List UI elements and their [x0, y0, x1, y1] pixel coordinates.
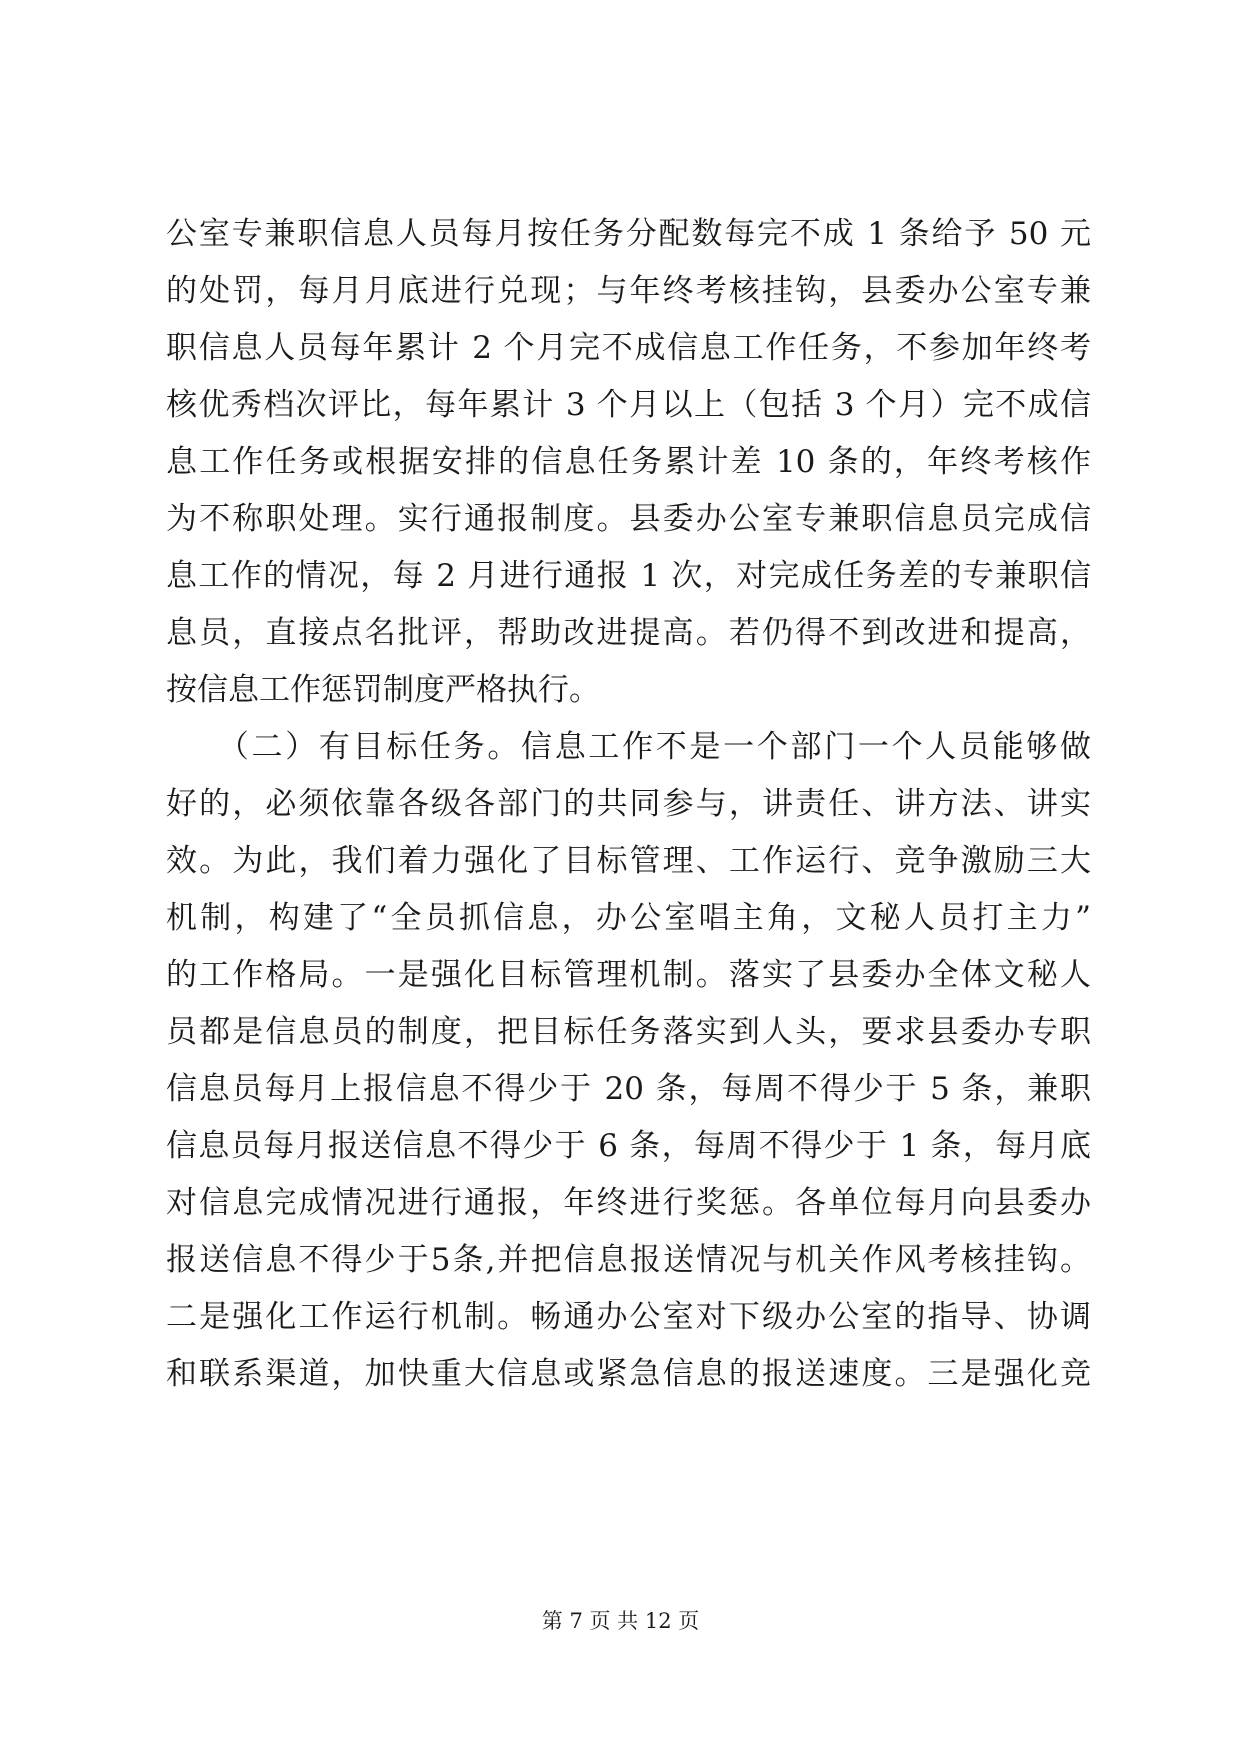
body-text-line: 信息员每月报送信息不得少于 6 条，每周不得少于 1 条，每月底	[166, 1128, 1091, 1164]
body-text-line: 对信息完成情况进行通报，年终进行奖惩。各单位每月向县委办	[166, 1185, 1091, 1221]
body-text-line: 效。为此，我们着力强化了目标管理、工作运行、竞争激励三大	[166, 843, 1091, 879]
body-text-line: 按信息工作惩罚制度严格执行。	[166, 672, 600, 708]
body-text-line: 报送信息不得少于5条,并把信息报送情况与机关作风考核挂钩。	[166, 1242, 1091, 1278]
body-text-line: 公室专兼职信息人员每月按任务分配数每完不成 1 条给予 50 元	[166, 216, 1091, 252]
body-text-line: 好的，必须依靠各级各部门的共同参与，讲责任、讲方法、讲实	[166, 786, 1091, 822]
paragraph-heading-line: （二）有目标任务。信息工作不是一个部门一个人员能够做	[166, 729, 1091, 765]
body-text-line: 机制，构建了“全员抓信息，办公室唱主角，文秘人员打主力”	[166, 900, 1091, 936]
body-text-line: 息员，直接点名批评，帮助改进提高。若仍得不到改进和提高，	[166, 615, 1091, 651]
body-text-line: 的处罚，每月月底进行兑现；与年终考核挂钩，县委办公室专兼	[166, 273, 1091, 309]
body-text-line: 息工作的情况，每 2 月进行通报 1 次，对完成任务差的专兼职信	[166, 558, 1091, 594]
body-text-line: 为不称职处理。实行通报制度。县委办公室专兼职信息员完成信	[166, 501, 1091, 537]
body-text-line: 和联系渠道，加快重大信息或紧急信息的报送速度。三是强化竞	[166, 1356, 1091, 1392]
body-text-line: 息工作任务或根据安排的信息任务累计差 10 条的，年终考核作	[166, 444, 1091, 480]
body-text-line: 信息员每月上报信息不得少于 20 条，每周不得少于 5 条，兼职	[166, 1071, 1091, 1107]
body-text-line: 核优秀档次评比，每年累计 3 个月以上（包括 3 个月）完不成信	[166, 387, 1091, 423]
body-text-line: 职信息人员每年累计 2 个月完不成信息工作任务，不参加年终考	[166, 330, 1091, 366]
body-text-line: 二是强化工作运行机制。畅通办公室对下级办公室的指导、协调	[166, 1299, 1091, 1335]
body-text-line: 员都是信息员的制度，把目标任务落实到人头，要求县委办专职	[166, 1014, 1091, 1050]
body-text-line: 的工作格局。一是强化目标管理机制。落实了县委办全体文秘人	[166, 957, 1091, 993]
page-number-footer: 第 7 页 共 12 页	[541, 1609, 700, 1633]
